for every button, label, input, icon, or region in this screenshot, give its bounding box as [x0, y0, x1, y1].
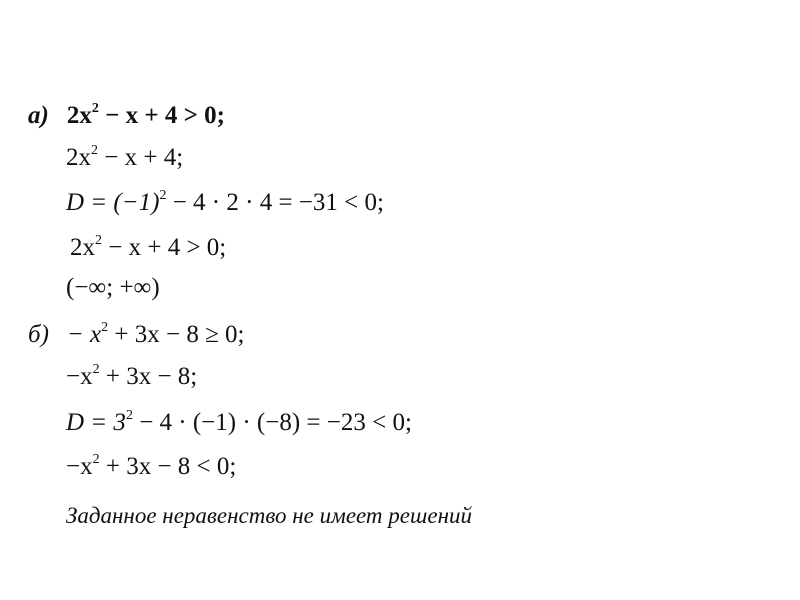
part-a-discriminant: $D = (-1)^2 - 4 \cdot 2 \cdot 4 = -31 < 0$;	[66, 188, 384, 216]
part-a-line-3: $2x^2 - x + 4 > 0$;	[70, 233, 227, 261]
part-b-discriminant: $D = 3^2 - 4 \cdot (-1) \cdot (-8) = -23 < 0$;	[66, 408, 412, 436]
part-a-answer: (−∞; +∞)	[66, 274, 160, 301]
part-a-inequality-base: 2x	[66, 102, 92, 129]
part-a-header	[28, 101, 225, 131]
part-b-line-3: $-x^2 + 3x - 8 < 0$;	[66, 452, 237, 480]
part-a-inequality-exponent: 2	[91, 101, 99, 116]
part-b-label: б)	[28, 321, 49, 348]
part-a-inequality-rest: − x + 4 > 0;	[98, 102, 225, 129]
part-a-label: а)	[28, 102, 49, 129]
part-b-header: $б) - x^2 + 3x - 8 \ge 0$;	[28, 320, 245, 348]
part-b-line-1: $-x^2 + 3x - 8$;	[66, 362, 198, 390]
part-a-line-1: $2x^2 - x + 4$;	[66, 143, 184, 171]
conclusion-text: Заданное неравенство не имеет решений	[66, 503, 472, 528]
